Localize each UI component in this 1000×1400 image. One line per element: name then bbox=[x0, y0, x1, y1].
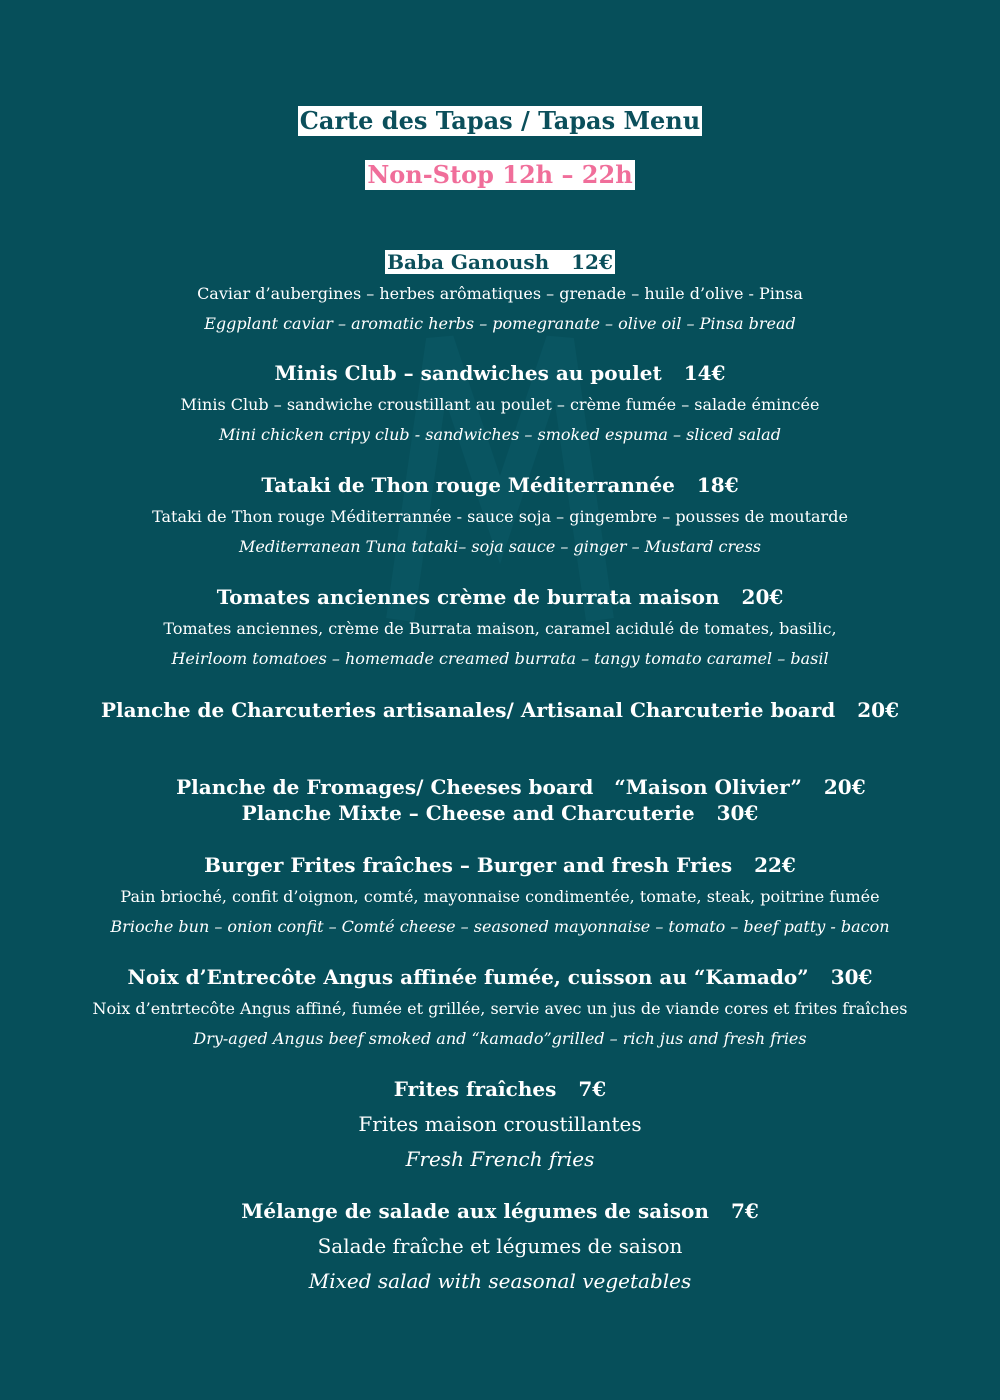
menu-item-heading bbox=[0, 360, 1000, 386]
menu-item-name-highlight bbox=[385, 250, 615, 274]
menu-item bbox=[0, 1076, 1000, 1172]
menu-item-description-en: Mini chicken cripy club - sandwiches – smoked espuma – sliced salad bbox=[219, 425, 781, 444]
menu-item-description-en: Heirloom tomatoes – homemade creamed burrata – tangy tomato caramel – basil bbox=[171, 649, 829, 668]
menu-item-name: Planche de Fromages/ Cheeses board “Maison Olivier” bbox=[176, 775, 802, 799]
menu-item-description-en: Eggplant caviar – aromatic herbs – pomegranate – olive oil – Pinsa bread bbox=[204, 314, 796, 333]
menu-hours: Non-Stop 12h – 22h bbox=[367, 160, 633, 189]
menu-item-price: 20€ bbox=[823, 775, 866, 799]
menu-item bbox=[0, 800, 1000, 826]
menu-item-heading bbox=[0, 964, 1000, 990]
menu-item-name: Frites fraîches bbox=[393, 1077, 557, 1101]
menu-item-heading bbox=[0, 584, 1000, 610]
menu-hours-block bbox=[0, 160, 1000, 190]
menu-item-name: Planche de Charcuteries artisanales/ Artisanal Charcuterie board bbox=[100, 698, 836, 722]
menu-item-name: Tataki de Thon rouge Méditerrannée bbox=[261, 473, 675, 497]
menu-item-price: 7€ bbox=[730, 1199, 759, 1223]
menu-item-price: 14€ bbox=[683, 361, 726, 385]
menu-item-name: Minis Club – sandwiches au poulet bbox=[274, 361, 662, 385]
menu-item-name: Tomates anciennes crème de burrata maison bbox=[216, 585, 720, 609]
menu-item-name: Mélange de salade aux légumes de saison bbox=[241, 1199, 709, 1223]
menu-item-description-en: Mixed salad with seasonal vegetables bbox=[308, 1269, 692, 1293]
menu-item-name: Noix d’Entrecôte Angus affinée fumée, cuisson au “Kamado” bbox=[127, 965, 809, 989]
menu-item-heading bbox=[0, 1076, 1000, 1102]
menu-item-description-fr: Caviar d’aubergines – herbes arômatiques – grenade – huile d’olive - Pinsa bbox=[197, 284, 803, 303]
menu-item-name: Baba Ganoush bbox=[387, 250, 550, 274]
menu-item-heading bbox=[0, 1198, 1000, 1224]
menu-item-description-fr: Tataki de Thon rouge Méditerrannée - sauce soja – gingembre – pousses de moutarde bbox=[152, 507, 848, 526]
menu-item-price: 30€ bbox=[830, 965, 873, 989]
menu-item-price: 20€ bbox=[741, 585, 784, 609]
menu-item bbox=[0, 472, 1000, 558]
menu-item-price: 30€ bbox=[716, 801, 759, 825]
menu-title: Carte des Tapas / Tapas Menu bbox=[299, 106, 701, 135]
menu-item-description-fr: Tomates anciennes, crème de Burrata maison, caramel acidulé de tomates, basilic, bbox=[163, 619, 837, 638]
menu-item bbox=[0, 584, 1000, 670]
menu-item-name: Planche Mixte – Cheese and Charcuterie bbox=[241, 801, 695, 825]
menu-item bbox=[0, 852, 1000, 938]
menu-item bbox=[0, 360, 1000, 446]
menu-item bbox=[0, 964, 1000, 1050]
menu-title-block bbox=[0, 106, 1000, 136]
menu-item-description-en: Brioche bun – onion confit – Comté cheese – seasoned mayonnaise – tomato – beef patty - bacon bbox=[110, 917, 890, 936]
menu-item-heading bbox=[0, 852, 1000, 878]
menu-item-price: 20€ bbox=[857, 698, 900, 722]
menu-item-description-en: Dry-aged Angus beef smoked and “kamado”grilled – rich jus and fresh fries bbox=[193, 1029, 807, 1048]
menu-item-name: Burger Frites fraîches – Burger and fresh Fries bbox=[204, 853, 733, 877]
menu-item-description-fr: Frites maison croustillantes bbox=[358, 1112, 642, 1136]
menu-item-description-fr: Pain brioché, confit d’oignon, comté, mayonnaise condimentée, tomate, steak, poitrine fumée bbox=[120, 887, 880, 906]
menu-item-heading bbox=[0, 249, 1000, 275]
menu-item bbox=[0, 249, 1000, 335]
menu-item-description-en: Mediterranean Tuna tataki– soja sauce – ginger – Mustard cress bbox=[238, 537, 761, 556]
menu-item-description-fr: Salade fraîche et légumes de saison bbox=[317, 1234, 683, 1258]
menu-item-price: 12€ bbox=[571, 250, 613, 274]
menu-item-description-en: Fresh French fries bbox=[405, 1147, 595, 1171]
menu-item bbox=[0, 697, 1000, 723]
menu-item-description-fr: Noix d’entrtecôte Angus affiné, fumée et grillée, servie avec un jus de viande cores et frites fraîches bbox=[92, 999, 908, 1018]
menu-item-price: 22€ bbox=[754, 853, 796, 877]
menu-item bbox=[0, 1198, 1000, 1294]
menu-item-heading bbox=[0, 697, 1000, 723]
menu-item-description-fr: Minis Club – sandwiche croustillant au poulet – crème fumée – salade émincée bbox=[180, 395, 820, 414]
menu-item-price: 7€ bbox=[578, 1077, 607, 1101]
menu-item-heading bbox=[0, 472, 1000, 498]
menu-item-heading bbox=[0, 800, 1000, 826]
menu-item-price: 18€ bbox=[696, 473, 739, 497]
